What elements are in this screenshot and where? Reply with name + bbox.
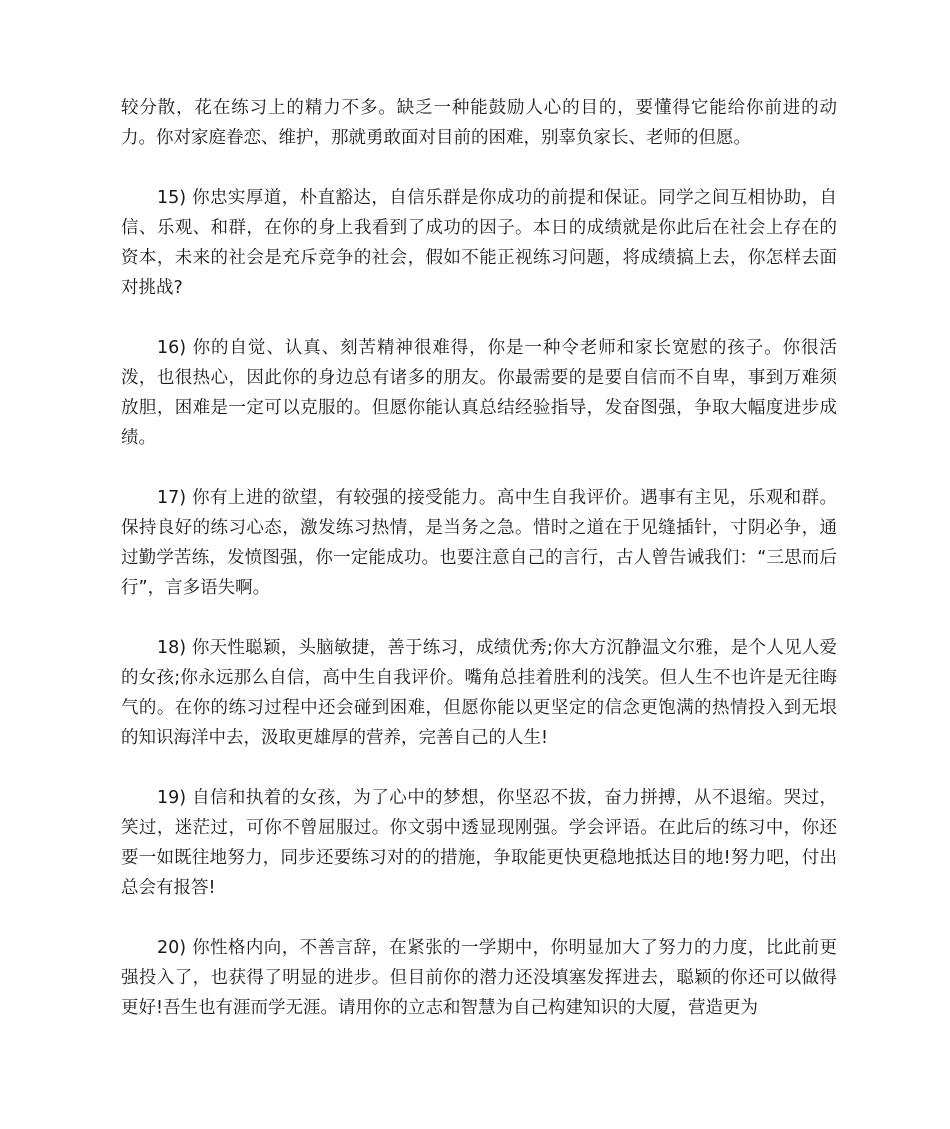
paragraph-20: 20) 你性格内向，不善言辞，在紧张的一学期中，你明显加大了努力的力度，比此前更强投入了，也获得了明显的进步。但目前你的潜力还没填塞发挥进去，聪颖的你还可以做得更好!吾生也有涯而学无涯。请用你的立志和智慧为自己构建知识的大厦，营造更为 — [121, 938, 837, 1018]
paragraph-18: 18) 你天性聪颖，头脑敏捷，善于练习，成绩优秀;你大方沉静温文尔雅，是个人见人爱的女孩;你永远那么自信，高中生自我评价。嘴角总挂着胜利的浅笑。但人生不也许是无往晦气的。在你的练习过程中还会碰到困难，但愿你能以更坚定的信念更饱满的热情投入到无垠的知识海洋中去，汲取更雄厚的营养，完善自己的人生! — [121, 638, 837, 748]
paragraph-16: 16) 你的自觉、认真、刻苦精神很难得，你是一种令老师和家长宽慰的孩子。你很活泼，也很热心，因此你的身边总有诸多的朋友。你最需要的是要自信而不自卑，事到万难须放胆，困难是一定可以克服的。但愿你能认真总结经验指导，发奋图强，争取大幅度进步成绩。 — [121, 338, 837, 448]
paragraph-continuation: 较分散，花在练习上的精力不多。缺乏一种能鼓励人心的目的，要懂得它能给你前进的动力。你对家庭眷恋、维护，那就勇敢面对目前的困难，别辜负家长、老师的但愿。 — [121, 98, 837, 148]
paragraph-15: 15) 你忠实厚道，朴直豁达，自信乐群是你成功的前提和保证。同学之间互相协助，自信、乐观、和群，在你的身上我看到了成功的因子。本日的成绩就是你此后在社会上存在的资本，未来的社会是充斥竞争的社会，假如不能正视练习问题，将成绩搞上去，你怎样去面对挑战? — [121, 188, 837, 298]
paragraph-17: 17) 你有上进的欲望，有较强的接受能力。高中生自我评价。遇事有主见，乐观和群。保持良好的练习心态，激发练习热情，是当务之急。惜时之道在于见缝插针，寸阴必争，通过勤学苦练，发愤图强，你一定能成功。也要注意自己的言行，古人曾告诫我们：“三思而后行”，言多语失啊。 — [121, 488, 837, 598]
paragraph-19: 19) 自信和执着的女孩，为了心中的梦想，你坚忍不拔，奋力拼搏，从不退缩。哭过，笑过，迷茫过，可你不曾屈服过。你文弱中透显现刚强。学会评语。在此后的练习中，你还要一如既往地努力，同步还要练习对的的措施，争取能更快更稳地抵达目的地!努力吧，付出总会有报答! — [121, 788, 837, 898]
document-body — [121, 93, 837, 1023]
